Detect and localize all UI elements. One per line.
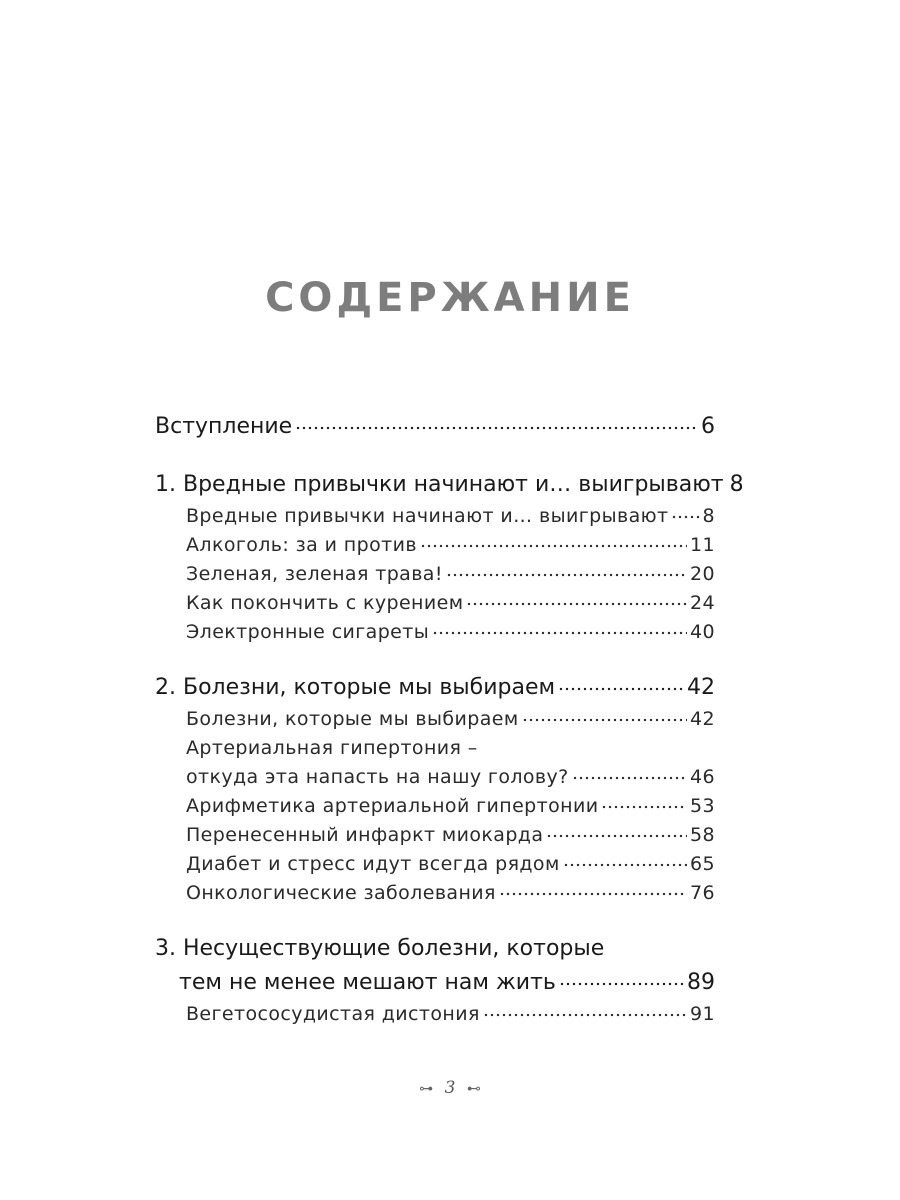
toc-item-label: Онкологические заболевания — [186, 882, 496, 904]
toc-item-label: откуда эта напасть на нашу голову? — [186, 766, 569, 788]
toc-item[interactable] — [155, 879, 715, 908]
toc-page-number: 53 — [690, 795, 715, 817]
toc-item-label: Зеленая, зеленая трава! — [186, 563, 443, 585]
page-footer — [0, 1078, 900, 1098]
toc-item-label: Вредные привычки начинают и… выигрывают — [186, 505, 669, 527]
toc-entry-label: Вступление — [155, 414, 293, 439]
dot-leader — [466, 593, 687, 609]
dot-leader — [483, 1004, 687, 1020]
toc-item[interactable] — [155, 705, 715, 734]
toc-page-number: 42 — [687, 675, 715, 700]
toc-item[interactable] — [155, 1000, 715, 1029]
toc-item[interactable] — [155, 763, 715, 792]
ornament-left-icon: ⊶ — [419, 1081, 434, 1097]
toc-page-number: 89 — [687, 970, 715, 995]
dot-leader — [446, 564, 687, 580]
toc-page-number: 8 — [729, 472, 744, 497]
toc-item[interactable] — [155, 850, 715, 879]
toc-page-number: 20 — [690, 563, 715, 585]
toc-page-number: 40 — [690, 621, 715, 643]
ornament-right-icon: ⊷ — [466, 1081, 481, 1097]
toc-page-number: 91 — [690, 1003, 715, 1025]
toc-chapter-title: тем не менее мешают нам жить — [179, 970, 556, 995]
toc-chapter-title: 3. Несуществующие болезни, которые — [155, 936, 605, 961]
toc-page-number: 58 — [690, 824, 715, 846]
toc-chapter-3[interactable] — [155, 966, 715, 1000]
toc-page-number: 24 — [690, 592, 715, 614]
toc-item-label: Перенесенный инфаркт миокарда — [186, 824, 544, 846]
toc-entry-intro[interactable] — [155, 410, 715, 444]
toc-item-label: Арифметика артериальной гипертонии — [186, 795, 599, 817]
toc-chapter-title: 2. Болезни, которые мы выбираем — [155, 675, 556, 700]
toc-item[interactable] — [155, 502, 715, 531]
toc-item[interactable] — [155, 618, 715, 647]
toc-page-number: 76 — [690, 882, 715, 904]
toc-page-number: 6 — [701, 414, 715, 439]
dot-leader — [499, 883, 687, 899]
toc-chapter-1[interactable] — [155, 468, 744, 502]
dot-leader — [601, 796, 687, 812]
toc-page-number: 42 — [690, 708, 715, 730]
toc-page-number: 46 — [690, 766, 715, 788]
dot-leader — [420, 535, 687, 551]
toc-chapter-title: 1. Вредные привычки начинают и… выигрывают — [155, 472, 724, 497]
toc-item-label: Вегетососудистая дистония — [186, 1003, 480, 1025]
toc-chapter-2[interactable] — [155, 671, 715, 705]
page-title: СОДЕРЖАНИЕ — [265, 274, 635, 321]
toc-item-label: Артериальная гипертония – — [186, 737, 478, 759]
dot-leader — [563, 854, 687, 870]
dot-leader — [558, 675, 684, 694]
toc-page-number: 11 — [690, 534, 715, 556]
toc-item[interactable] — [155, 560, 715, 589]
toc-page-number: 65 — [690, 853, 715, 875]
toc-page-number: 8 — [702, 505, 715, 527]
dot-leader — [671, 506, 699, 522]
dot-leader — [432, 622, 687, 638]
toc-item-label: Алкоголь: за и против — [186, 534, 417, 556]
toc-item-label: Электронные сигареты — [186, 621, 430, 643]
toc-item[interactable] — [155, 531, 715, 560]
toc-item[interactable] — [155, 821, 715, 850]
toc-item-label: Как покончить с курением — [186, 592, 464, 614]
dot-leader — [546, 825, 687, 841]
dot-leader — [572, 767, 687, 783]
table-of-contents — [155, 410, 744, 1029]
toc-item-label: Болезни, которые мы выбираем — [186, 708, 519, 730]
toc-chapter-3-first-line[interactable] — [155, 932, 715, 966]
dot-leader — [522, 709, 687, 725]
dot-leader — [295, 414, 698, 433]
toc-item[interactable] — [155, 589, 715, 618]
page-number: 3 — [444, 1078, 456, 1098]
toc-item[interactable] — [155, 792, 715, 821]
toc-item-label: Диабет и стресс идут всегда рядом — [186, 853, 560, 875]
toc-item-first-line[interactable] — [155, 734, 715, 763]
dot-leader — [559, 970, 684, 989]
